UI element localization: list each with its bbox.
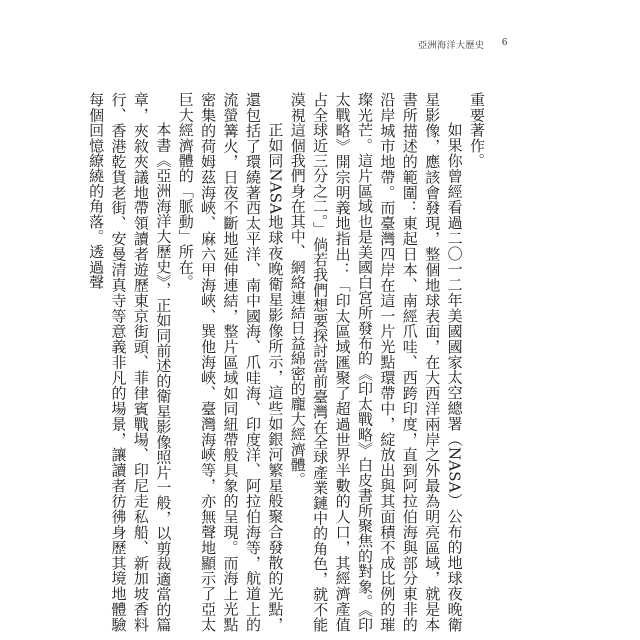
paragraph-1: 重要著作。 xyxy=(468,92,486,168)
paragraph-2: 如果你曾經看過二〇一二年美國國家太空總署（NASA）公布的地球夜晚衛星影像，應該會發現，整個地球表面，在大西洋兩岸之外最為明亮區域，就是本書所描述的範圍：東起日本、南經爪哇、西跨印度，直到阿拉伯海與部分東非的沿岸城市地帶。而臺灣四岸在這一片光點環帶中，綻放出與其面積不成比例的璀璨光芒。這片區域也是美國白宮所發布的《印太戰略》白皮書所聚焦的對象。《印太戰略》開宗明義地指出：「印太區域匯聚了超過世界半數的人口，其經濟產值占全球近三分之二。」倘若我們想要探討當前臺灣在全球產業鏈中的角色，就不能漠視這個我們身在其中、網絡連結日益綿密的龐大經濟體。 xyxy=(288,92,464,632)
paragraph-3: 正如同NASA地球夜晚衛星影像所示，這些如銀河繁星般聚合發散的光點，還包括了環繞著西太平洋、南中國海、爪哇海、印度洋、阿拉伯海等，航道上的流螢篝火，日夜不斷地延伸連結，整片區域如同紐帶般具象的呈現。而海上光點密集的荷姆茲海峽、麻六甲海峽、巽他海峽、臺灣海峽等，亦無聲地顯示了亞太巨大經濟體的「脈動」所在。 xyxy=(176,92,285,632)
body-text xyxy=(87,92,488,632)
running-header xyxy=(418,38,508,51)
page-number: 6 xyxy=(501,38,508,48)
paragraph-4: 本書《亞洲海洋大歷史》，正如同前述的衛星影像照片一般，以剪裁適當的篇章，夾敘夾議地帶領讀者遊歷東京街頭、菲律賓戰場、印尼走私船、新加坡香料行、香港乾貨老街、安曼清真寺等意義非凡的場景，讓讀者彷彿身歷其境地體驗每個回憶繚繞的角落。透過聲 xyxy=(87,92,173,632)
running-title: 亞洲海洋大歷史 xyxy=(418,41,485,51)
